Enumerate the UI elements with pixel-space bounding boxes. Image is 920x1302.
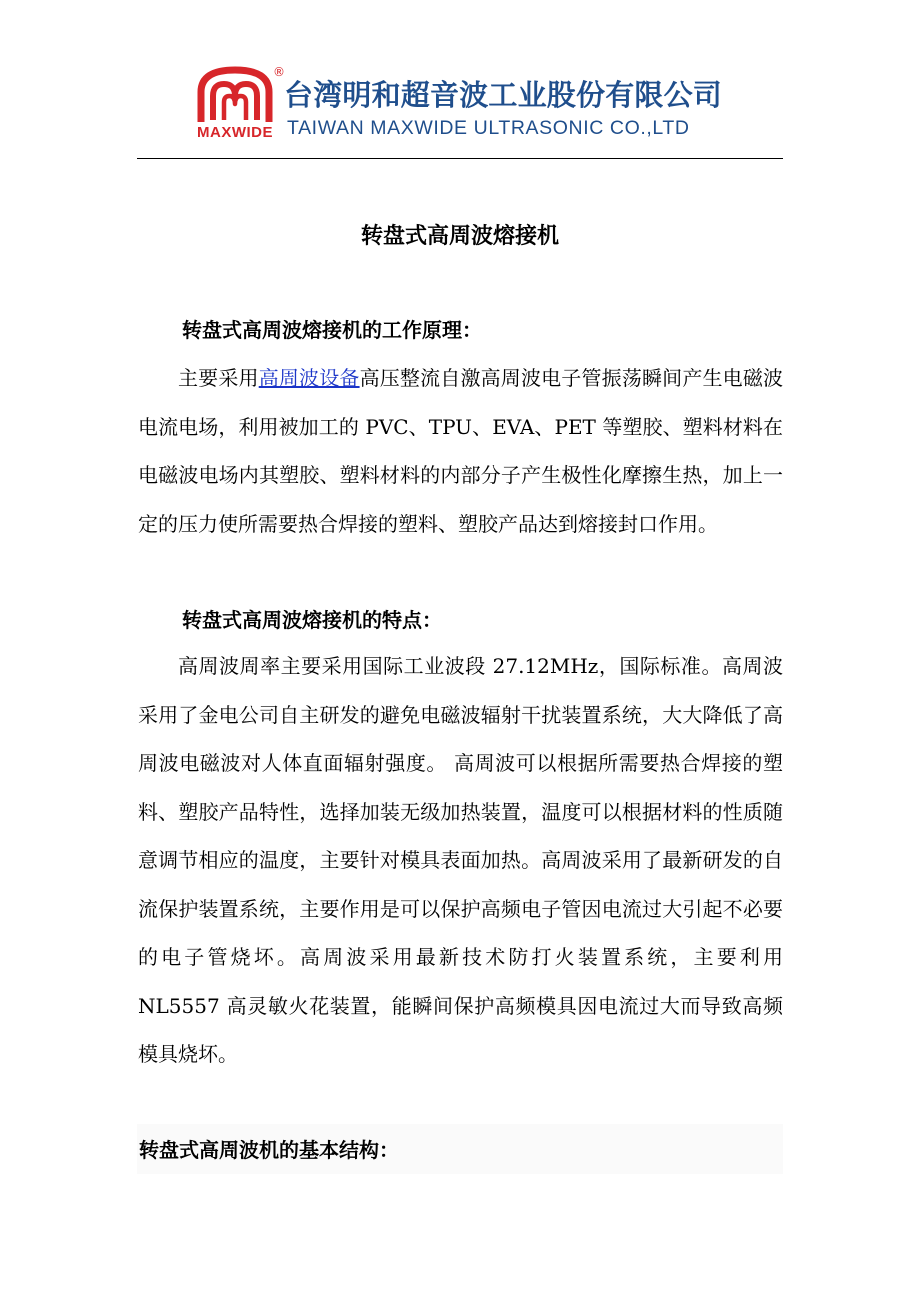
paragraph-body: 高压整流自激高周波电子管振荡瞬间产生电磁波电流电场，利用被加工的 PVC、TPU、EVA、PET 等塑胶、塑料材料在电磁波电场内其塑胶、塑料材料的内部分子产生极性化摩擦生热，加上一定的压力使所需要热合焊接的塑料、塑胶产品达到熔接封口作用。 (138, 366, 784, 536)
document-title: 转盘式高周波熔接机 (360, 223, 559, 249)
paragraph-prefix: 主要采用 (178, 366, 259, 390)
section-heading-working-principle: 转盘式高周波熔接机的工作原理： (182, 318, 482, 342)
paragraph-working-principle (138, 354, 783, 548)
section-heading-basic-structure: 转盘式高周波机的基本结构： (139, 1138, 399, 1162)
link-high-frequency-equipment[interactable]: 高周波设备 (258, 366, 360, 390)
registered-trademark: ® (273, 65, 285, 79)
company-name-english: TAIWAN MAXWIDE ULTRASONIC CO.,LTD (287, 117, 690, 139)
header-divider (137, 158, 783, 159)
section-heading-features: 转盘式高周波熔接机的特点： (182, 608, 442, 632)
paragraph-features: 高周波周率主要采用国际工业波段 27.12MHz，国际标准。高周波采用了金电公司自主研发的避免电磁波辐射干扰装置系统，大大降低了高周波电磁波对人体直面辐射强度。 高周波可以根据所需要热合焊接的塑料、塑胶产品特性，选择加装无级加热装置，温度可以根据材料的性质随意调节相应的温度，主要针对模具表面加热。高周波采用了最新研发的自流保护装置系统，主要作用是可以保护高频电子管因电流过大引起不必要的电子管烧坏。高周波采用最新技术防打火装置系统，主要利用 NL5557 高灵敏火花装置，能瞬间保护高频模具因电流过大而导致高频模具烧坏。 (138, 654, 783, 1066)
logo-brand-text: MAXWIDE (197, 124, 273, 141)
company-name-chinese: 台湾明和超音波工业股份有限公司 (284, 78, 723, 112)
section-basic-structure (137, 1124, 783, 1174)
